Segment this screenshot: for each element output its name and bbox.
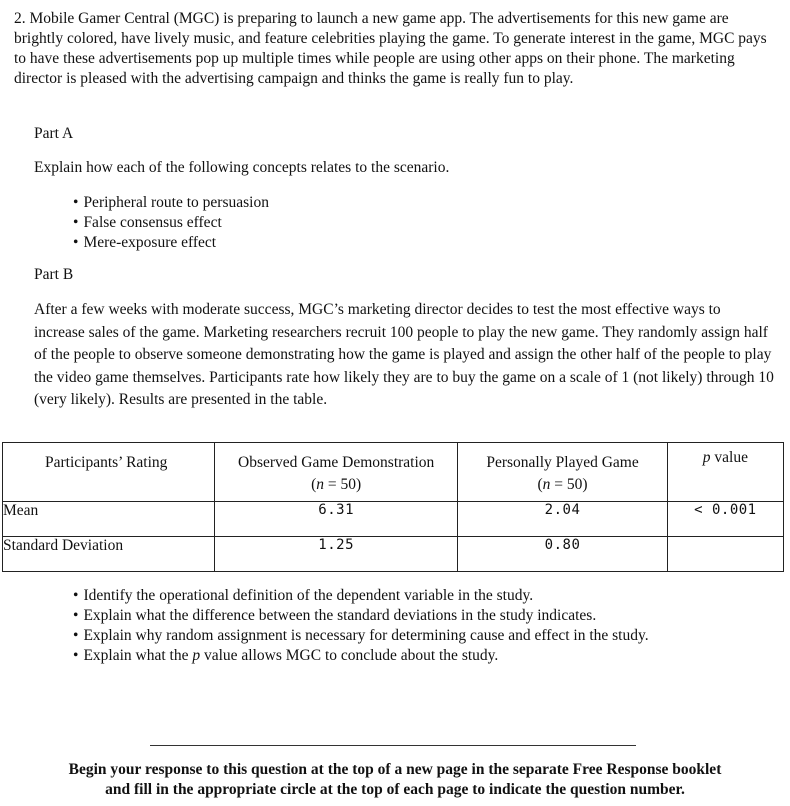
table-cell: Standard Deviation <box>3 537 215 572</box>
table-cell: 2.04 <box>458 502 667 537</box>
table-row <box>3 502 784 537</box>
table-cell: 0.80 <box>458 537 667 572</box>
table-cell: Mean <box>3 502 215 537</box>
list-item: • Explain what the difference between the standard deviations in the study indicates. <box>73 606 649 626</box>
table-header-row <box>3 443 784 502</box>
part-b-paragraph: After a few weeks with moderate success, MGC’s marketing director decides to test the most effective ways to increase sales of the game. Marketing researchers recruit 100 people to play the new game. They randomly assign half of the people to observe someone demonstrating how the game is played and assign the other half of the people to play the video game themselves. Participants rate how likely they are to buy the game on a scale of 1 (not likely) through 10 (very likely). Results are presented in the table. <box>34 301 774 408</box>
list-item: • Explain what the p value allows MGC to conclude about the study. <box>73 646 649 666</box>
list-item: • Peripheral route to persuasion <box>73 193 269 213</box>
list-item: • Identify the operational definition of the dependent variable in the study. <box>73 586 649 606</box>
question-intro <box>14 9 774 89</box>
table-cell: 6.31 <box>214 502 457 537</box>
list-item: • Mere-exposure effect <box>73 233 269 253</box>
table-cell: < 0.001 <box>667 502 783 537</box>
part-a-concept-list <box>73 193 269 253</box>
question-number: 2. <box>14 10 26 27</box>
table-header-cell: Participants’ Rating <box>3 443 215 502</box>
response-instructions: Begin your response to this question at the top of a new page in the separate Free Response booklet and fill in the appropriate circle at the top of each page to indicate the question number. <box>68 761 722 798</box>
divider-line <box>150 745 636 746</box>
table-header-cell: p value <box>667 443 783 502</box>
part-a-prompt: Explain how each of the following concepts relates to the scenario. <box>34 159 450 176</box>
part-b-task-list <box>73 586 649 666</box>
list-item: • Explain why random assignment is necessary for determining cause and effect in the study. <box>73 626 649 646</box>
part-b-heading: Part B <box>34 266 74 283</box>
table-row <box>3 537 784 572</box>
list-item: • False consensus effect <box>73 213 269 233</box>
table-cell <box>667 537 783 572</box>
table-header-cell: Observed Game Demonstration (n = 50) <box>214 443 457 502</box>
table-cell: 1.25 <box>214 537 457 572</box>
part-a-heading: Part A <box>34 125 74 142</box>
results-table <box>2 442 784 572</box>
table-header-cell: Personally Played Game (n = 50) <box>458 443 667 502</box>
question-intro-text: Mobile Gamer Central (MGC) is preparing to launch a new game app. The advertisements for this new game are brightly colored, have lively music, and feature celebrities playing the game. To generate interest in the game, MGC pays to have these advertisements pop up multiple times while people are using other apps on their phone. The marketing director is pleased with the advertising campaign and thinks the game is really fun to play. <box>14 10 767 87</box>
